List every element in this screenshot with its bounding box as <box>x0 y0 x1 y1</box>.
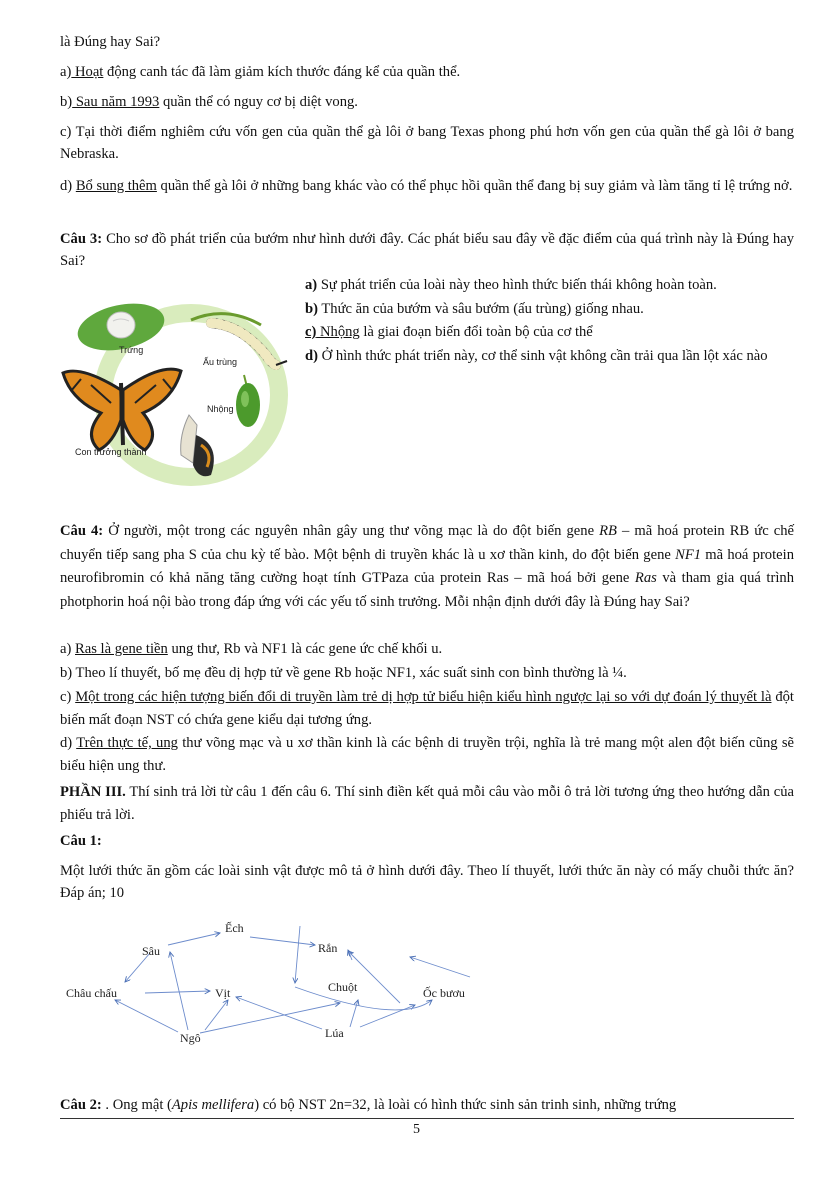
node-duck: Vịt <box>215 986 231 1000</box>
question-3-intro: Câu 3: Cho sơ đồ phát triển của bướm như hình dưới đây. Các phát biểu sau đây về đặc điểm của quá trình này là Đúng hay Sai? <box>60 231 794 269</box>
part-3-heading: PHẦN III. Thí sinh trả lời từ câu 1 đến câu 6. Thí sinh điền kết quả mỗi câu vào mỗi ô trả lời tương ứng theo hướng dẫn của phiếu trả lời. <box>60 784 794 823</box>
part3-question-2: Câu 2: . Ong mật (Apis mellifera) có bộ NST 2n=32, là loài có hình thức sinh sản trinh sinh, những trứng <box>60 1097 677 1113</box>
footer-divider <box>60 1118 794 1119</box>
q3-statement-d: d) Ở hình thức phát triển này, cơ thể sinh vật không cần trải qua lần lột xác nào <box>305 347 768 364</box>
butterfly-lifecycle-figure <box>61 295 291 500</box>
label-egg: Trứng <box>119 345 144 355</box>
part3-question-1-text: Một lưới thức ăn gồm các loài sinh vật được mô tả ở hình dưới đây. Theo lí thuyết, lưới thức ăn này có mấy chuỗi thức ăn? Đáp án; 10 <box>60 863 794 901</box>
q3-statement-b: b) Thức ăn của bướm và sâu bướm (ấu trùng) giống nhau. <box>305 300 644 317</box>
emerging-butterfly-icon <box>181 415 214 476</box>
node-rice: Lúa <box>325 1026 344 1040</box>
node-frog: Ếch <box>225 921 244 935</box>
q4-statement-a: a) Ras là gene tiền ung thư, Rb và NF1 là các gene ức chế khối u. <box>60 641 443 657</box>
node-mouse: Chuột <box>328 980 358 994</box>
node-grasshopper: Châu chấu <box>66 986 117 1000</box>
q3-statement-c: c) Nhộng là giai đoạn biến đổi toàn bộ của cơ thể <box>305 324 593 340</box>
part3-question-1-label: Câu 1: <box>60 833 102 849</box>
node-snake: Rắn <box>318 941 338 955</box>
q3-statement-a: a) Sự phát triển của loài này theo hình thức biến thái không hoàn toàn. <box>305 277 717 293</box>
food-web-diagram <box>60 915 480 1055</box>
node-snail: Ốc bươu <box>423 986 465 1000</box>
top-statement-a: a) Hoạt động canh tác đã làm giảm kích thước đáng kể của quần thể. <box>60 64 461 80</box>
top-statement-d: d) Bổ sung thêm quần thể gà lôi ở những bang khác vào có thể phục hồi quần thể đang bị suy giảm và làm tăng tỉ lệ trứng nở. <box>60 178 793 194</box>
label-larva: Ấu trùng <box>203 357 238 367</box>
top-line: là Đúng hay Sai? <box>60 34 161 50</box>
question-4-intro: Câu 4: Ở người, một trong các nguyên nhân gây ung thư võng mạc là do đột biến gene RB – mã hoá protein RB ức chế chuyển tiếp sang pha S của chu kỳ tế bào. Một bệnh di truyền khác là u xơ thần kinh, do đột biến gene NF1 mã hoá protein neurofibromin có khả năng tăng cường hoạt tính GTPaza của protein Ras – mã hoá bởi gene Ras và tham gia quá trình photphorin hoá nội bào trong đáp ứng với các yếu tố sinh trưởng. Mỗi nhận định dưới đây là Đúng hay Sai? <box>60 523 794 611</box>
q4-statement-b: b) Theo lí thuyết, bố mẹ đều dị hợp tử về gene Rb hoặc NF1, xác suất sinh con bình thường là ¼. <box>60 665 627 681</box>
top-statement-c: c) Tại thời điểm nghiêm cứu vốn gen của quần thể gà lôi ở bang Texas phong phú hơn vốn gen của quần thể gà lôi ở bang Nebraska. <box>60 124 794 162</box>
label-adult: Con trưởng thành <box>75 447 147 457</box>
top-statement-b: b) Sau năm 1993 quần thể có nguy cơ bị diệt vong. <box>60 94 358 110</box>
label-pupa: Nhộng <box>207 404 234 414</box>
page-number: 5 <box>413 1122 420 1137</box>
q4-statement-c: c) Một trong các hiện tượng biến đổi di truyền làm trẻ dị hợp tử biểu hiện kiểu hình ngược lại so với dự đoán lý thuyết là đột biến mất đoạn NST có chứa gene kiểu dại tương ứng. <box>60 689 794 728</box>
butterfly-icon <box>63 369 181 450</box>
node-caterpillar: Sâu <box>142 944 160 958</box>
q4-statement-d: d) Trên thực tế, ung thư võng mạc và u xơ thần kinh là các bệnh di truyền trội, nghĩa là trẻ mang một alen đột biến cũng sẽ biểu hiện ung thư. <box>60 735 795 774</box>
question-3-statements <box>305 274 794 368</box>
chrysalis-icon <box>236 375 260 427</box>
node-corn: Ngô <box>180 1031 201 1045</box>
